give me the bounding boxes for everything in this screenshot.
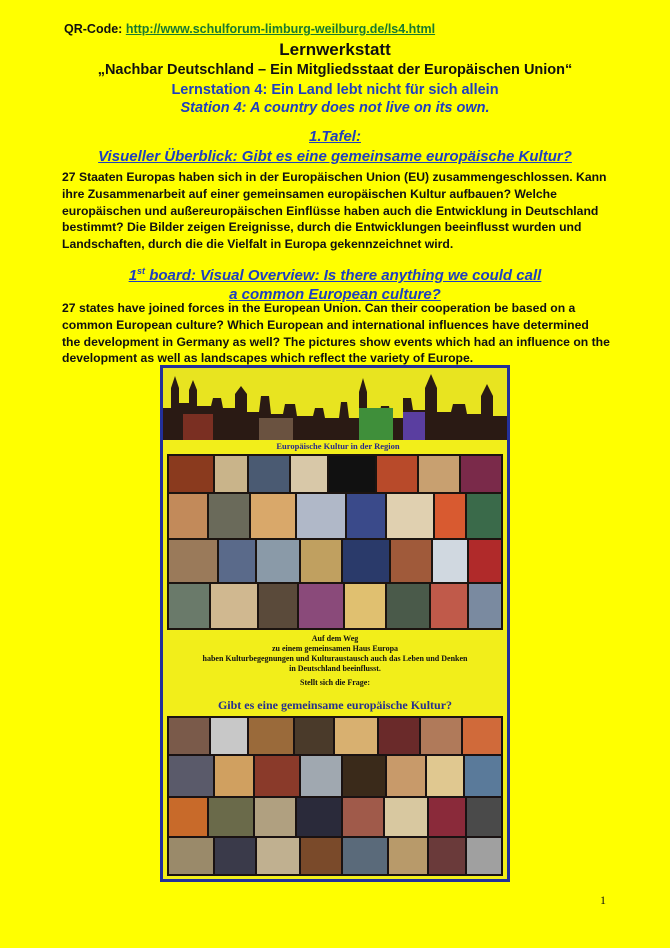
poster-line-3: haben Kulturbegegnungen und Kulturaustausch auch das Leben und Denken — [202, 654, 468, 663]
photo-collage-bottom — [167, 716, 503, 876]
page-title: Lernwerkstatt — [279, 40, 391, 59]
poster-line-5: Stellt sich die Frage: — [300, 678, 370, 687]
board-heading-line2: a common European culture? — [229, 286, 441, 303]
poster-question: Gibt es eine gemeinsame europäische Kultur? — [217, 698, 453, 712]
board-heading-line1: board: Visual Overview: Is there anything we could call — [145, 267, 542, 284]
station-heading-en: Station 4: A country does not live on its own. — [180, 100, 490, 116]
city-skyline-image — [163, 368, 507, 440]
poster-line-2: zu einem gemeinsamen Haus Europa — [271, 644, 399, 653]
paragraph-de: 27 Staaten Europas haben sich in der Europäischen Union (EU) zusammengeschlossen. Kann ihre Zusammenarbeit auf einer gemeinsamen europäischen Kultur aufbauen? Welche europäischen und außereuropäischen Einflüsse haben auch die Entwicklung in Deutschland bestimmt? Die Bilder zeigen Ereignisse, durch die Entwicklungen beeinflusst wurden und Landschaften, durch die die Vielfalt in Europa gekennzeichnet wird. — [62, 170, 607, 252]
qr-label: QR-Code: — [64, 22, 123, 36]
poster-banner: Europäische Kultur in der Region — [276, 441, 400, 451]
page-subtitle: „Nachbar Deutschland – Ein Mitgliedsstaat der Europäischen Union“ — [97, 62, 573, 78]
paragraph-en: 27 states have joined forces in the European Union. Can their cooperation be based on a common European culture? Which European and international influences have determined the development in Germany as well? The pictures show events which had an influence on the development as well as landscapes which reflect the variety of Europe. — [62, 301, 610, 366]
station-heading-de: Lernstation 4: Ein Land lebt nicht für sich allein — [171, 82, 499, 98]
poster-line-1: Auf dem Weg — [311, 634, 359, 643]
board-ordinal: st — [137, 266, 146, 276]
poster-image — [160, 365, 510, 882]
poster-line-4: in Deutschland beeinflusst. — [289, 664, 381, 673]
tafel-heading: 1.Tafel: — [309, 128, 361, 145]
overview-heading-en — [0, 262, 670, 304]
qr-code-line — [64, 22, 435, 36]
board-number: 1 — [128, 267, 138, 284]
poster-text — [163, 634, 507, 688]
page-number: 1 — [600, 893, 606, 907]
photo-collage-top — [167, 454, 503, 630]
qr-link[interactable]: http://www.schulforum-limburg-weilburg.de/ls4.html — [125, 22, 436, 36]
overview-heading-de: Visueller Überblick: Gibt es eine gemeinsame europäische Kultur? — [98, 148, 572, 165]
